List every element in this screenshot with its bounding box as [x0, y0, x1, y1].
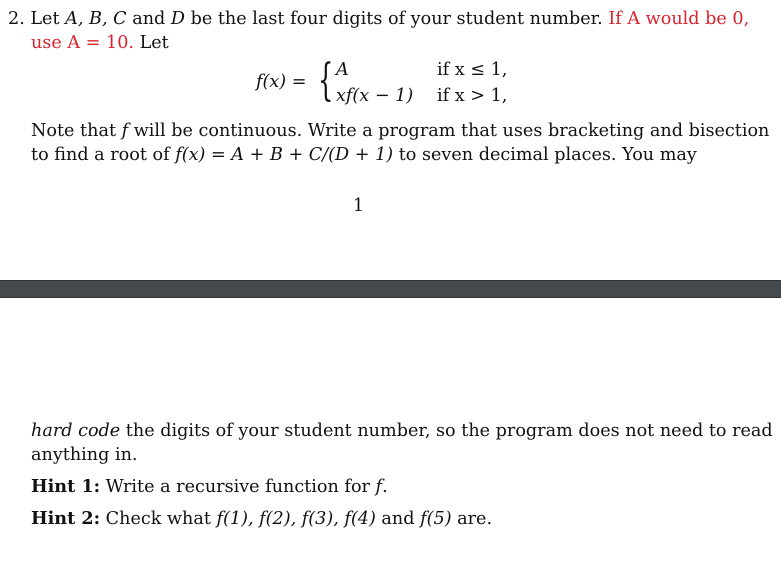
hint-label: Hint 2: — [31, 508, 101, 529]
math-variable: f — [121, 121, 129, 141]
text-segment: anything in. — [31, 445, 138, 465]
hint-1 — [31, 476, 388, 498]
text-segment: are. — [451, 509, 493, 529]
problem-line-3 — [31, 120, 769, 142]
math-variable: D — [170, 9, 185, 29]
emphasis-text: hard code — [31, 421, 121, 441]
case-2-condition: if x > 1, — [437, 86, 508, 106]
left-brace-icon: { — [318, 55, 334, 106]
document-page-2 — [0, 298, 781, 568]
problem-line-1 — [8, 8, 749, 30]
problem-line-4 — [31, 144, 697, 166]
case-2-expression: xf(x − 1) — [336, 86, 414, 106]
continuation-line-2 — [31, 444, 138, 466]
document-page-1 — [0, 0, 781, 280]
math-variable: f — [375, 477, 383, 497]
case-1-condition: if x ≤ 1, — [437, 60, 508, 80]
case-1-expression: A — [336, 60, 349, 80]
text-segment: and — [126, 9, 171, 29]
page-separator — [0, 280, 781, 298]
text-segment: . — [382, 477, 388, 497]
math-variables: A, B, C — [65, 9, 127, 29]
continuation-line-1 — [31, 420, 773, 442]
math-expression: f(1), f(2), f(3), f(4) — [216, 509, 376, 529]
text-segment: Note that — [31, 121, 122, 141]
text-segment: 2. Let — [8, 9, 66, 29]
problem-line-2 — [31, 32, 169, 54]
text-segment: Check what — [100, 509, 217, 529]
text-segment: Write a recursive function for — [100, 477, 376, 497]
math-equation: f(x) = A + B + C/(D + 1) — [175, 145, 394, 165]
hint-label: Hint 1: — [31, 476, 101, 497]
text-segment: to seven decimal places. You may — [393, 145, 697, 165]
highlighted-note: If A would be 0, — [602, 9, 750, 29]
text-segment: to find a root of — [31, 145, 176, 165]
text-segment: and — [375, 509, 421, 529]
highlighted-note: use A = 10. — [31, 33, 134, 53]
piecewise-lhs: f(x) = — [256, 72, 307, 92]
text-segment: the digits of your student number, so the program does not need to read — [120, 421, 773, 441]
text-segment: be the last four digits of your student number. — [185, 9, 603, 29]
math-expression: f(5) — [420, 509, 452, 529]
page-number: 1 — [352, 196, 365, 216]
text-segment: Let — [133, 33, 169, 53]
hint-2 — [31, 508, 492, 530]
text-segment: will be continuous. Write a program that uses bracketing and bisection — [128, 121, 770, 141]
